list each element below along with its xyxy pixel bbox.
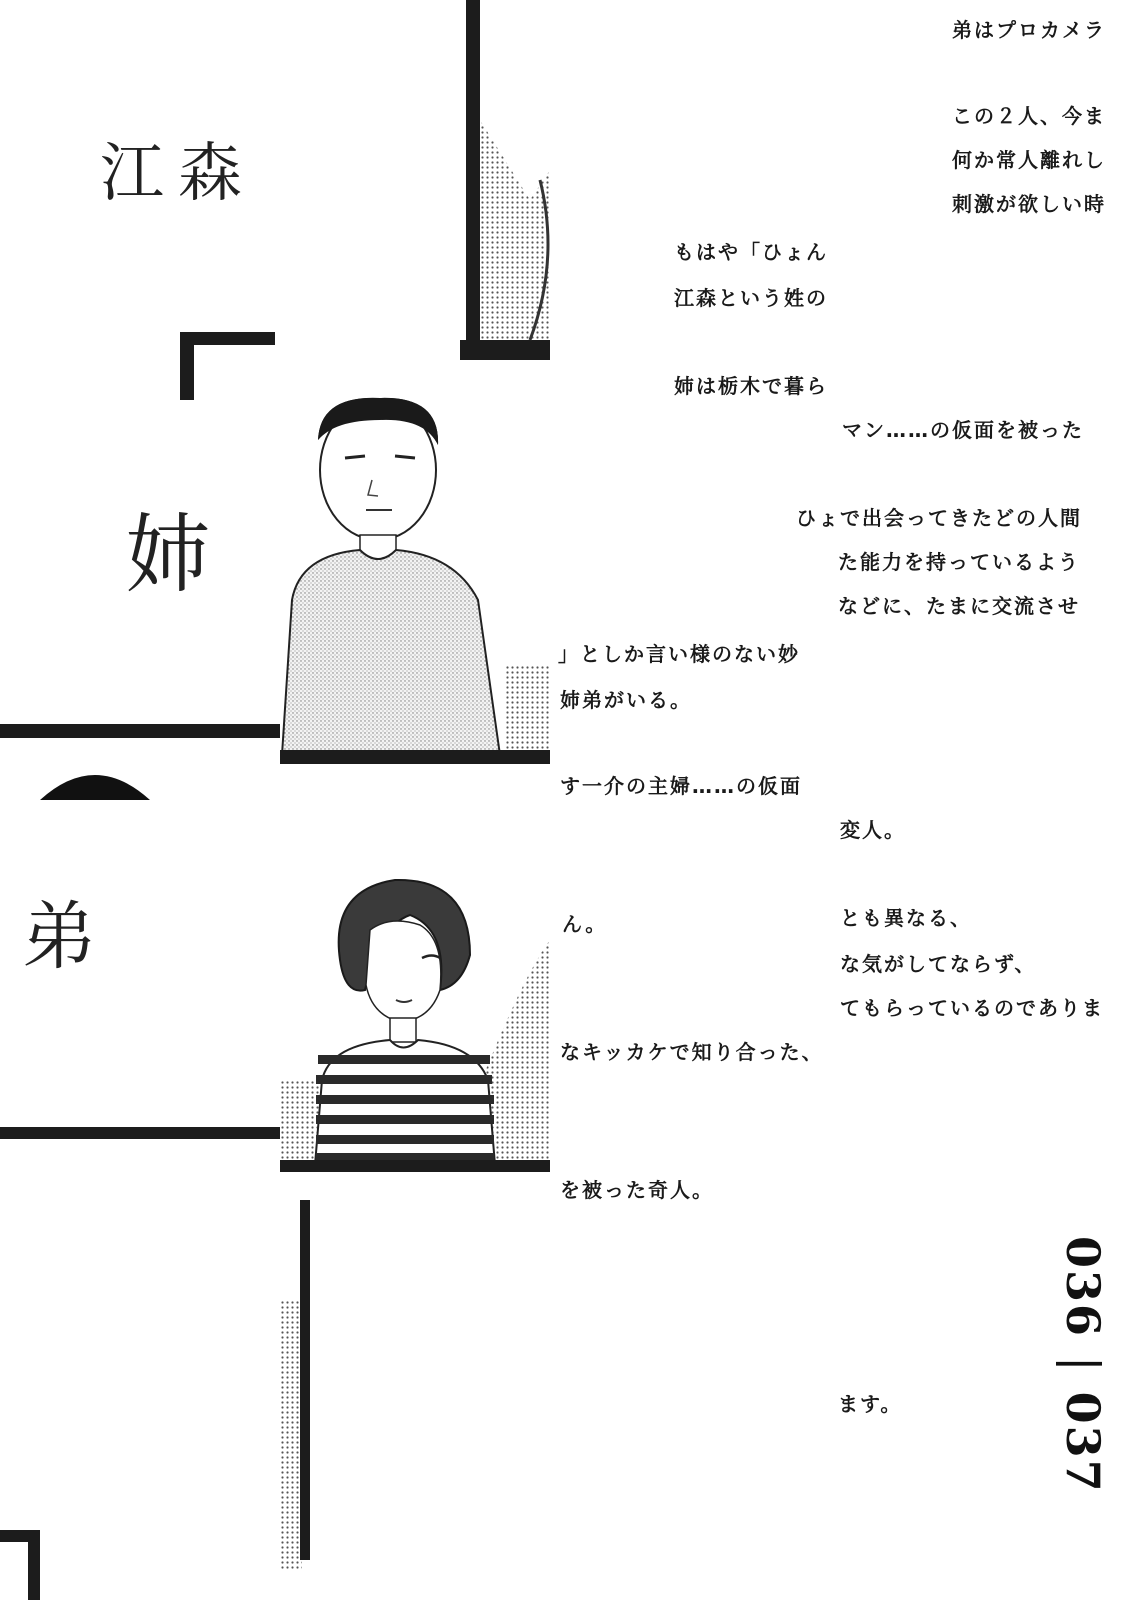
- text-line-22: ます。: [838, 1392, 903, 1416]
- text-line-11: などに、たまに交流させ: [838, 594, 1080, 618]
- text-line-20: なキッカケで知り合った、: [560, 1040, 824, 1064]
- portrait-woman-illustration: [280, 865, 550, 1175]
- page-number-left: 036: [1056, 1236, 1110, 1339]
- text-line-18: な気がしてならず、: [840, 952, 1037, 976]
- text-line-5: もはや「ひょん: [674, 240, 828, 264]
- text-line-13: 姉弟がいる。: [560, 688, 692, 712]
- text-line-8: マン……の仮面を被った: [842, 418, 1084, 442]
- page-number-separator: |: [1056, 1356, 1110, 1374]
- text-line-14: す一介の主婦……の仮面: [560, 774, 802, 798]
- bottom-panel-art: [0, 1200, 310, 1600]
- brother-title: 弟: [22, 894, 96, 980]
- text-line-4: 刺激が欲しい時: [952, 192, 1106, 216]
- text-line-7: 姉は栃木で暮ら: [674, 374, 828, 398]
- text-line-21: を被った奇人。: [560, 1178, 714, 1202]
- text-line-12: 」としか言い様のない妙: [558, 642, 800, 666]
- text-line-17: とも異なる、: [840, 906, 972, 930]
- text-line-2: この２人、今ま: [952, 104, 1106, 128]
- text-line-19: てもらっているのでありま: [840, 996, 1104, 1020]
- portrait-man-illustration: [280, 398, 550, 765]
- text-line-6: 江森という姓の: [674, 286, 828, 310]
- text-line-9: ひょで出会ってきたどの人間: [796, 506, 1082, 530]
- text-line-16: ん。: [562, 912, 608, 936]
- text-line-15: 変人。: [840, 818, 906, 842]
- text-line-10: た能力を持っているよう: [838, 550, 1080, 574]
- page-number-right: 037: [1056, 1391, 1110, 1494]
- text-line-3: 何か常人離れし: [952, 148, 1106, 172]
- surname-title: 江森: [100, 137, 256, 202]
- text-line-1: 弟はプロカメラ: [952, 18, 1106, 42]
- sister-title: 姉: [125, 505, 211, 605]
- page-numbers: [1038, 1236, 1118, 1526]
